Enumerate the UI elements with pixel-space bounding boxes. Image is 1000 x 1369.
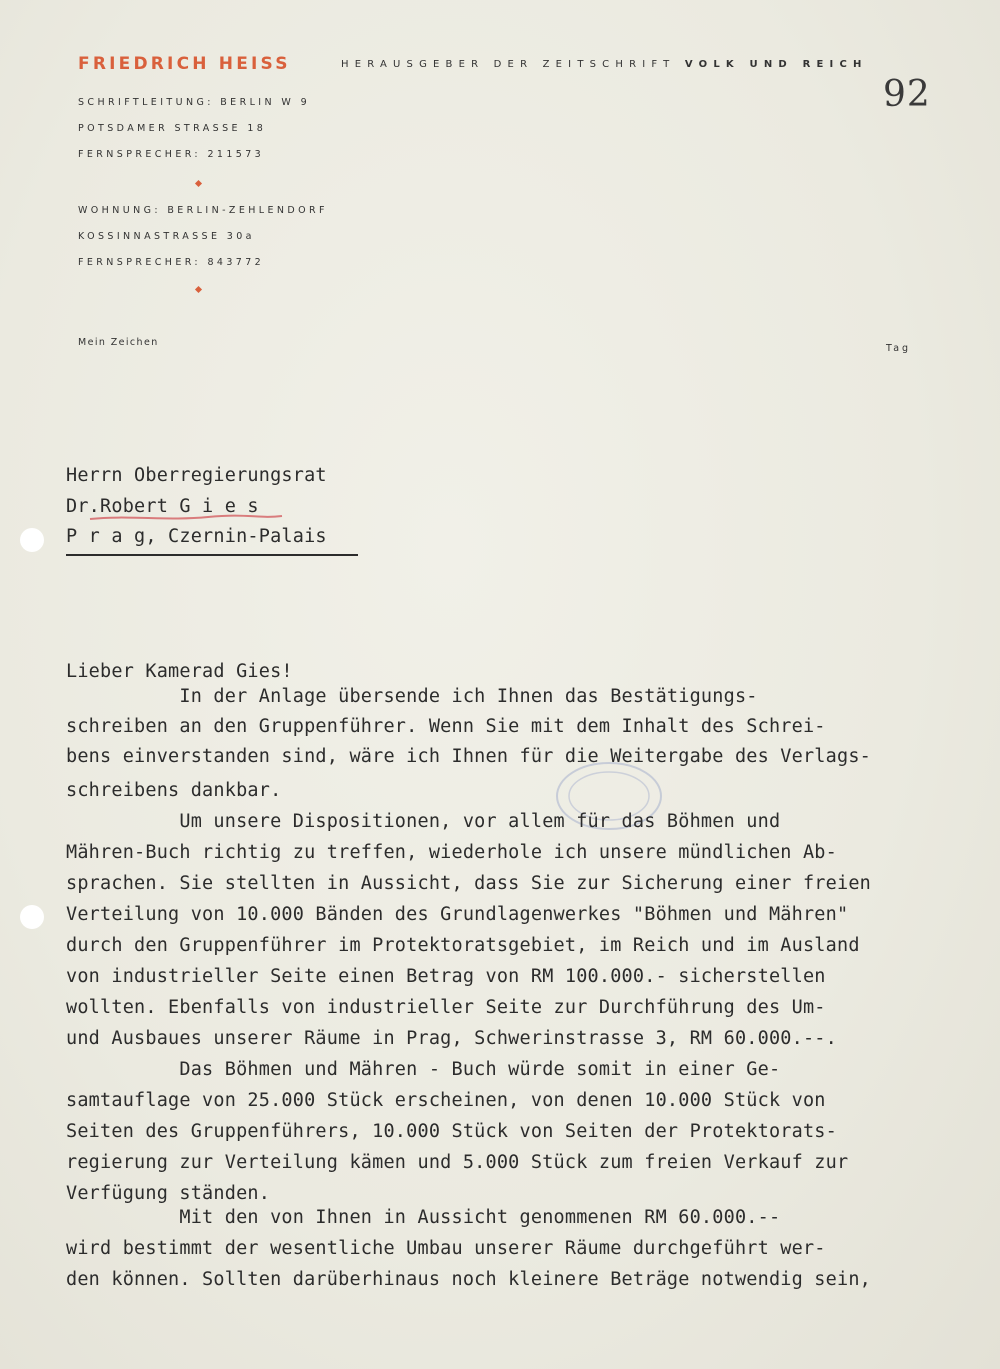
punch-hole-bottom	[20, 905, 44, 929]
recipient-underline	[66, 554, 358, 556]
body-line: samtauflage von 25.000 Stück erscheinen, von denen 10.000 Stück von	[66, 1090, 826, 1111]
body-line: bens einverstanden sind, wäre ich Ihnen für die Weitergabe des Verlags-	[66, 746, 871, 767]
ref-label: Mein Zeichen	[78, 337, 159, 348]
body-line: schreiben an den Gruppenführer. Wenn Sie mit dem Inhalt des Schrei-	[66, 716, 826, 737]
home-line-3: FERNSPRECHER: 843772	[78, 257, 265, 268]
red-pencil-underline	[88, 513, 284, 523]
separator-diamond-1	[195, 180, 202, 187]
body-line: Mähren-Buch richtig zu treffen, wiederhole ich unsere mündlichen Ab-	[66, 842, 837, 863]
punch-hole-top	[20, 528, 44, 552]
body-line: In der Anlage übersende ich Ihnen das Bestätigungs-	[66, 686, 758, 707]
body-line: Lieber Kamerad Gies!	[66, 661, 293, 682]
body-line: Mit den von Ihnen in Aussicht genommenen RM 60.000.--	[66, 1207, 781, 1228]
recipient-line-1: Herrn Oberregierungsrat	[66, 465, 327, 486]
body-line: schreibens dankbar.	[66, 780, 282, 801]
office-line-2: POTSDAMER STRASSE 18	[78, 123, 267, 134]
body-line: regierung zur Verteilung kämen und 5.000 Stück zum freien Verkauf zur	[66, 1152, 849, 1173]
recipient-line-2: Dr.Robert G i e s	[66, 496, 259, 517]
body-line: Um unsere Dispositionen, vor allem für das Böhmen und	[66, 811, 781, 832]
body-line: wollten. Ebenfalls von industrieller Seite zur Durchführung des Um-	[66, 997, 826, 1018]
body-line: von industrieller Seite einen Betrag von RM 100.000.- sicherstellen	[66, 966, 826, 987]
body-line: Verteilung von 10.000 Bänden des Grundlagenwerkes "Böhmen und Mähren"	[66, 904, 849, 925]
body-line: Verfügung ständen.	[66, 1183, 271, 1204]
tagline-prefix: HERAUSGEBER DER ZEITSCHRIFT	[341, 59, 676, 70]
body-line: durch den Gruppenführer im Protektoratsgebiet, im Reich und im Ausland	[66, 935, 860, 956]
tagline-journal: VOLK UND REICH	[684, 59, 868, 70]
letterhead-tagline	[341, 59, 868, 70]
office-line-1: SCHRIFTLEITUNG: BERLIN W 9	[78, 97, 311, 108]
office-line-3: FERNSPRECHER: 211573	[78, 149, 265, 160]
page-number: 92	[883, 74, 931, 115]
letterhead-name: FRIEDRICH HEISS	[78, 54, 291, 74]
body-line: den können. Sollten darüberhinaus noch kleinere Beträge notwendig sein,	[66, 1269, 871, 1290]
body-line: sprachen. Sie stellten in Aussicht, dass Sie zur Sicherung einer freien	[66, 873, 871, 894]
separator-diamond-2	[195, 286, 202, 293]
body-line: wird bestimmt der wesentliche Umbau unserer Räume durchgeführt wer-	[66, 1238, 826, 1259]
recipient-line-3: P r a g, Czernin-Palais	[66, 526, 327, 547]
body-line: Seiten des Gruppenführers, 10.000 Stück von Seiten der Protektorats-	[66, 1121, 837, 1142]
date-label: Tag	[886, 343, 912, 354]
body-line: Das Böhmen und Mähren - Buch würde somit in einer Ge-	[66, 1059, 781, 1080]
home-line-2: KOSSINNASTRASSE 30a	[78, 231, 255, 242]
home-line-1: WOHNUNG: BERLIN-ZEHLENDORF	[78, 205, 328, 216]
body-line: und Ausbaues unserer Räume in Prag, Schwerinstrasse 3, RM 60.000.--.	[66, 1028, 837, 1049]
